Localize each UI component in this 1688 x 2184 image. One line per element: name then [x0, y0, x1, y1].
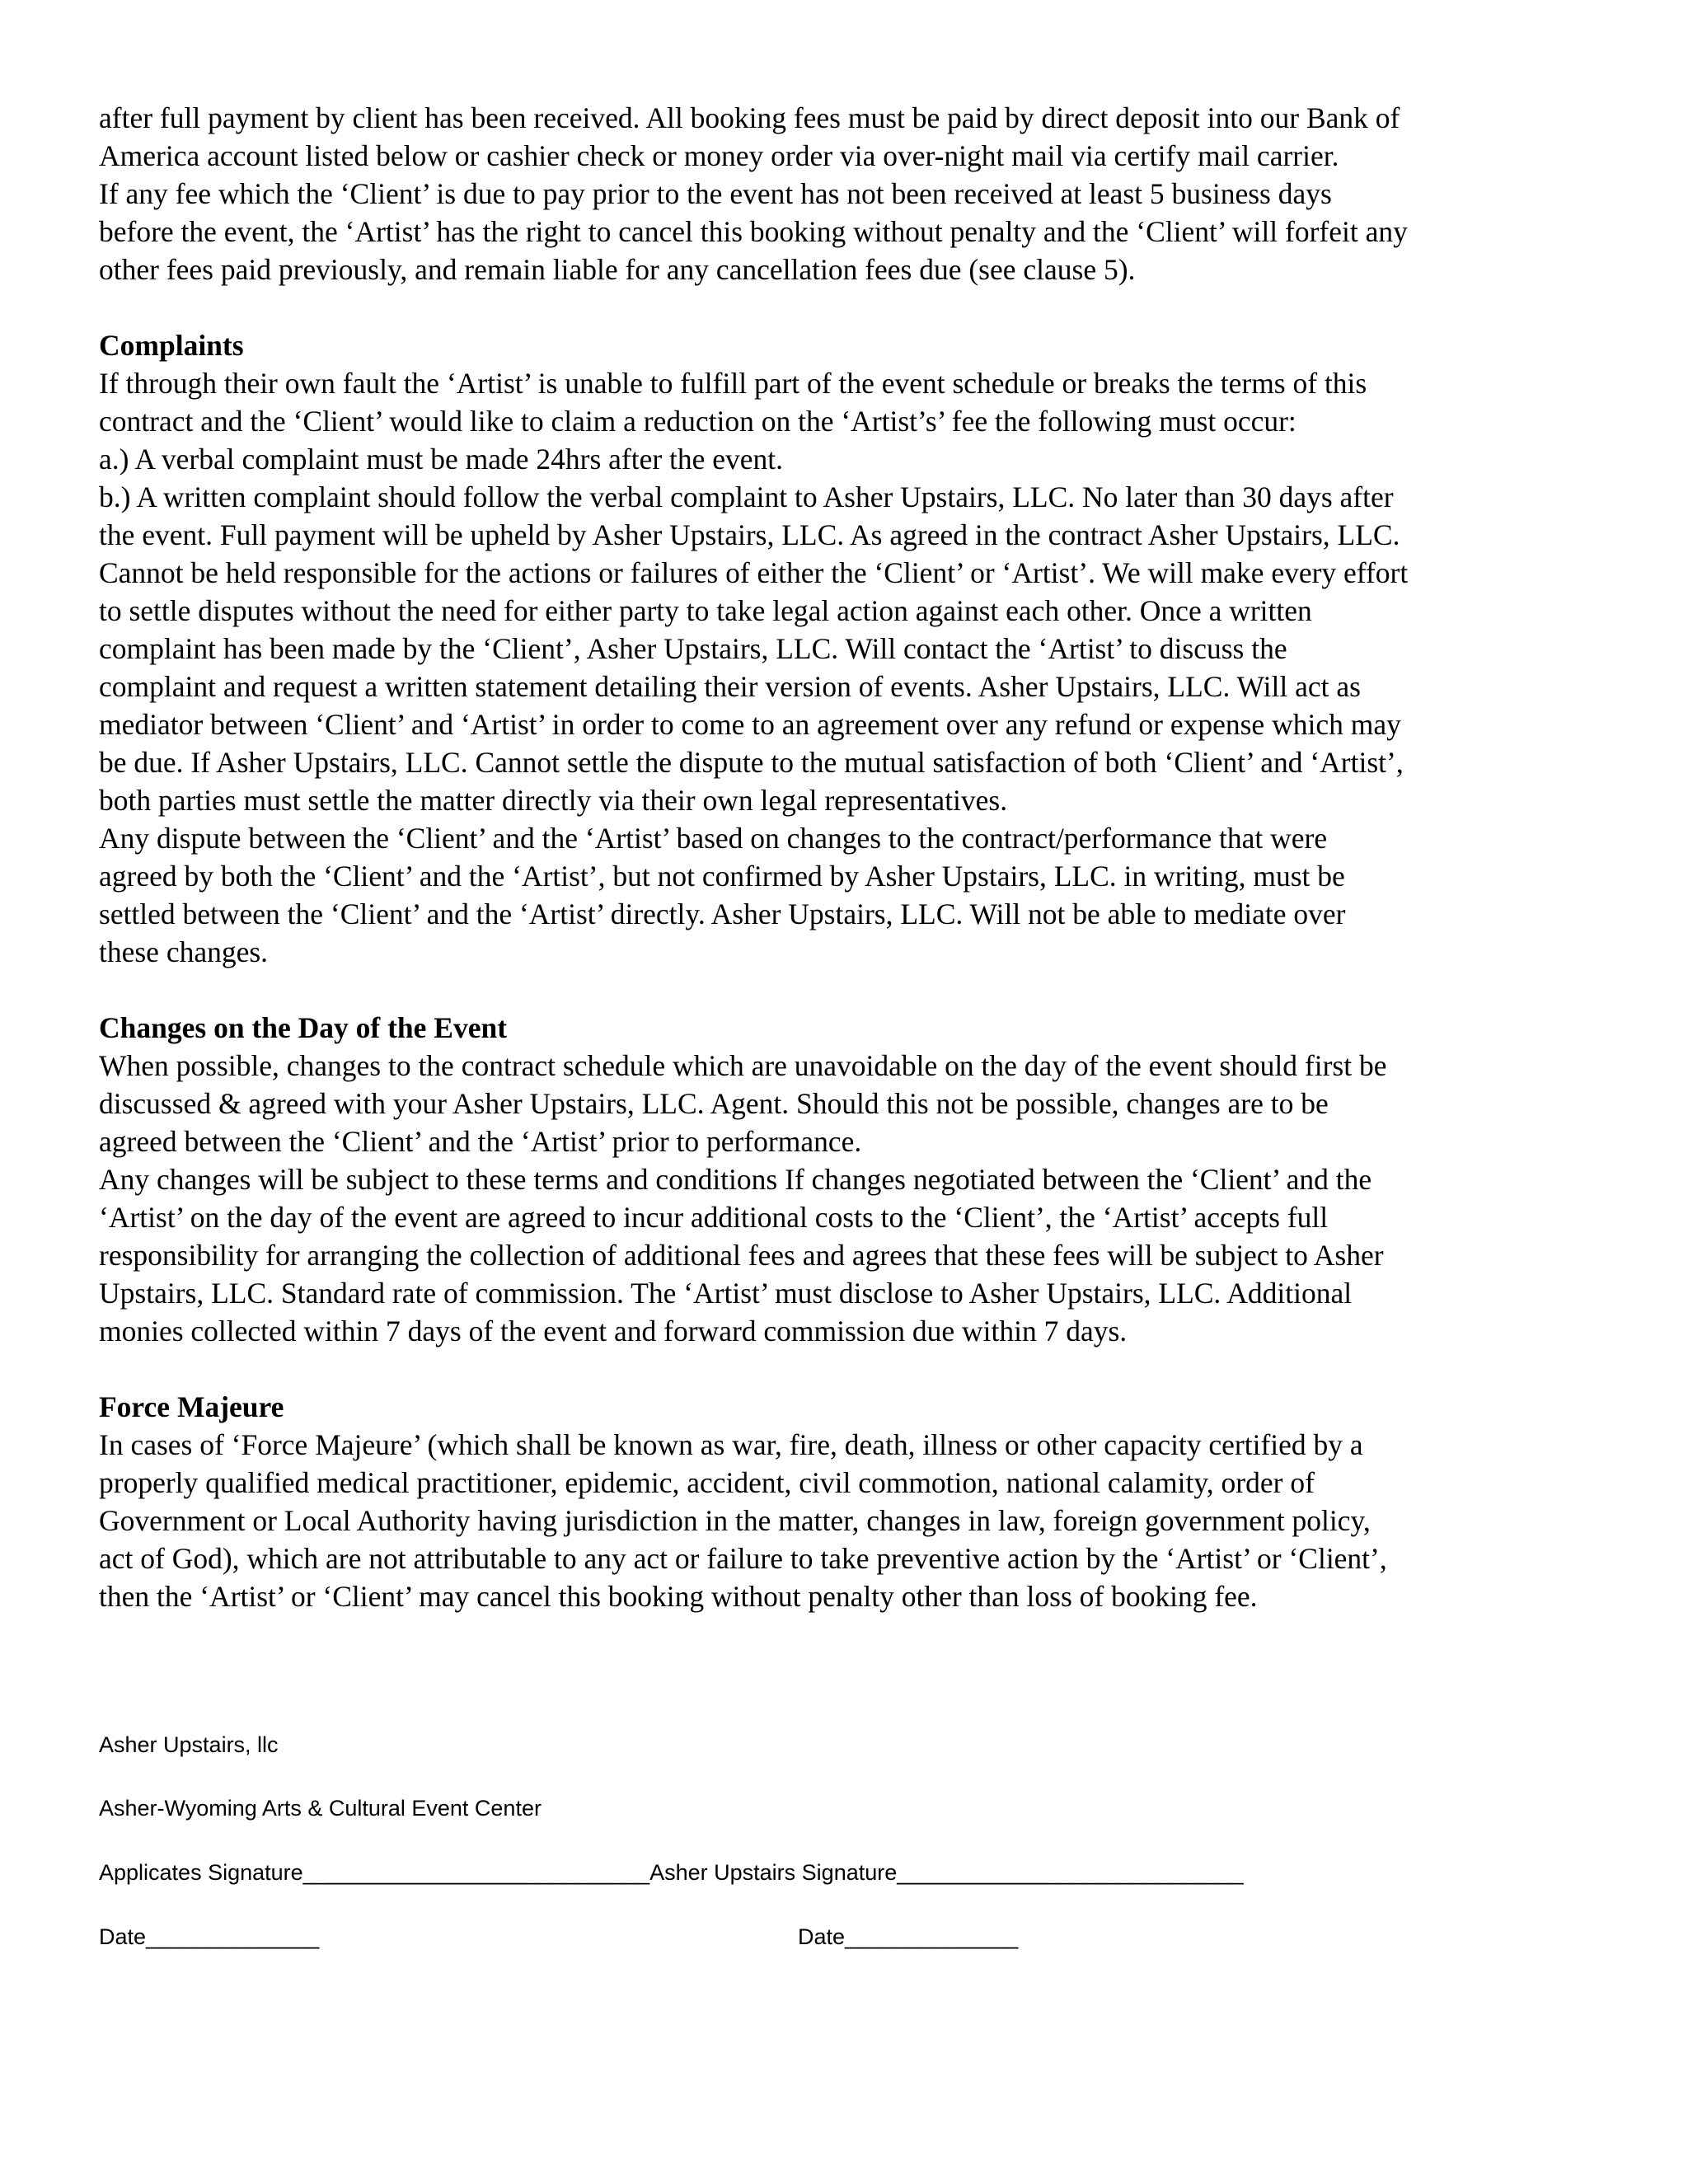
text-line: Upstairs, LLC. Standard rate of commission. The ‘Artist’ must disclose to Asher Upstairs, LLC. Additional: [99, 1277, 1353, 1310]
spacer: [99, 288, 1599, 326]
asher-signature-label: Asher Upstairs Signature: [649, 1860, 898, 1885]
text-line: America account listed below or cashier check or money order via over-night mail via certify mail carrier.: [99, 139, 1339, 172]
text-line: Any dispute between the ‘Client’ and the ‘Artist’ based on changes to the contract/performance that were: [99, 822, 1328, 855]
venue-name: Asher-Wyoming Arts & Cultural Event Center: [99, 1796, 542, 1821]
text-line: complaint has been made by the ‘Client’, Asher Upstairs, LLC. Will contact the ‘Artist’ to discuss the: [99, 632, 1287, 665]
applicant-signature-field[interactable]: ____________________________: [302, 1860, 650, 1885]
text-line: act of God), which are not attributable to any act or failure to take preventive action by the ‘Artist’ or ‘Client’,: [99, 1542, 1387, 1575]
text-line: Any changes will be subject to these terms and conditions If changes negotiated between the ‘Client’ and the: [99, 1163, 1372, 1196]
complaints-section: [99, 326, 1599, 971]
changes-heading: Changes on the Day of the Event: [99, 1011, 508, 1044]
text-line: mediator between ‘Client’ and ‘Artist’ in order to come to an agreement over any refund or expense which may: [99, 708, 1401, 741]
text-line: discussed & agreed with your Asher Upstairs, LLC. Agent. Should this not be possible, changes are to be: [99, 1087, 1329, 1120]
company-name: Asher Upstairs, llc: [99, 1732, 279, 1757]
text-line: to settle disputes without the need for either party to take legal action against each other. Once a written: [99, 594, 1312, 627]
text-line: If any fee which the ‘Client’ is due to pay prior to the event has not been received at least 5 business days: [99, 177, 1332, 210]
text-line: before the event, the ‘Artist’ has the right to cancel this booking without penalty and the ‘Client’ will forfeit any: [99, 215, 1408, 248]
date-row-left: [99, 1924, 319, 1950]
text-line: a.) A verbal complaint must be made 24hrs after the event.: [99, 443, 784, 476]
text-line: Government or Local Authority having jurisdiction in the matter, changes in law, foreign government policy,: [99, 1504, 1371, 1537]
text-line: responsibility for arranging the collection of additional fees and agrees that these fees will be subject to Asher: [99, 1239, 1384, 1272]
text-line: Cannot be held responsible for the actions or failures of either the ‘Client’ or ‘Artist’. We will make every effort: [99, 556, 1409, 589]
date-field[interactable]: ______________: [146, 1924, 320, 1949]
date-row-right: [798, 1924, 1018, 1950]
text-line: ‘Artist’ on the day of the event are agreed to incur additional costs to the ‘Client’, the ‘Artist’ accepts full: [99, 1201, 1329, 1234]
changes-section: [99, 1009, 1599, 1350]
text-line: In cases of ‘Force Majeure’ (which shall be known as war, fire, death, illness or other capacity certified by a: [99, 1428, 1363, 1461]
spacer: [99, 971, 1599, 1009]
complaints-heading: Complaints: [99, 329, 244, 362]
text-line: complaint and request a written statement detailing their version of events. Asher Upstairs, LLC. Will act as: [99, 670, 1361, 703]
spacer: [99, 1350, 1599, 1388]
date-label: Date: [99, 1924, 147, 1949]
text-line: then the ‘Artist’ or ‘Client’ may cancel this booking without penalty other than loss of booking fee.: [99, 1580, 1258, 1613]
terms-body: [99, 99, 1599, 1615]
text-line: When possible, changes to the contract schedule which are unavoidable on the day of the event should first be: [99, 1049, 1387, 1082]
text-line: other fees paid previously, and remain liable for any cancellation fees due (see clause 5).: [99, 253, 1136, 286]
text-line: agreed between the ‘Client’ and the ‘Artist’ prior to performance.: [99, 1125, 862, 1158]
force-majeure-heading: Force Majeure: [99, 1390, 284, 1423]
text-line: both parties must settle the matter directly via their own legal representatives.: [99, 784, 1008, 817]
applicant-signature-label: Applicates Signature: [99, 1860, 303, 1885]
text-line: b.) A written complaint should follow the verbal complaint to Asher Upstairs, LLC. No later than 30 days after: [99, 480, 1394, 513]
text-line: agreed by both the ‘Client’ and the ‘Artist’, but not confirmed by Asher Upstairs, LLC. in writing, must be: [99, 860, 1345, 893]
intro-paragraph: [99, 99, 1599, 288]
text-line: If through their own fault the ‘Artist’ is unable to fulfill part of the event schedule or breaks the terms of this: [99, 367, 1367, 400]
text-line: contract and the ‘Client’ would like to claim a reduction on the ‘Artist’s’ fee the following must occur:: [99, 405, 1296, 438]
date-label: Date: [798, 1924, 846, 1949]
text-line: monies collected within 7 days of the event and forward commission due within 7 days.: [99, 1315, 1128, 1347]
text-line: settled between the ‘Client’ and the ‘Artist’ directly. Asher Upstairs, LLC. Will not be able to mediate over: [99, 898, 1346, 930]
signature-row: [99, 1859, 1244, 1886]
force-majeure-section: [99, 1388, 1599, 1615]
text-line: these changes.: [99, 935, 269, 968]
text-line: be due. If Asher Upstairs, LLC. Cannot settle the dispute to the mutual satisfaction of both ‘Client’ and ‘Artist’,: [99, 746, 1404, 779]
asher-signature-field[interactable]: ____________________________: [897, 1860, 1244, 1885]
text-line: the event. Full payment will be upheld by Asher Upstairs, LLC. As agreed in the contract Asher Upstairs, LLC.: [99, 518, 1400, 551]
date-field[interactable]: ______________: [845, 1924, 1019, 1949]
text-line: properly qualified medical practitioner, epidemic, accident, civil commotion, national calamity, order of: [99, 1466, 1315, 1499]
text-line: after full payment by client has been received. All booking fees must be paid by direct deposit into our Bank of: [99, 101, 1400, 134]
